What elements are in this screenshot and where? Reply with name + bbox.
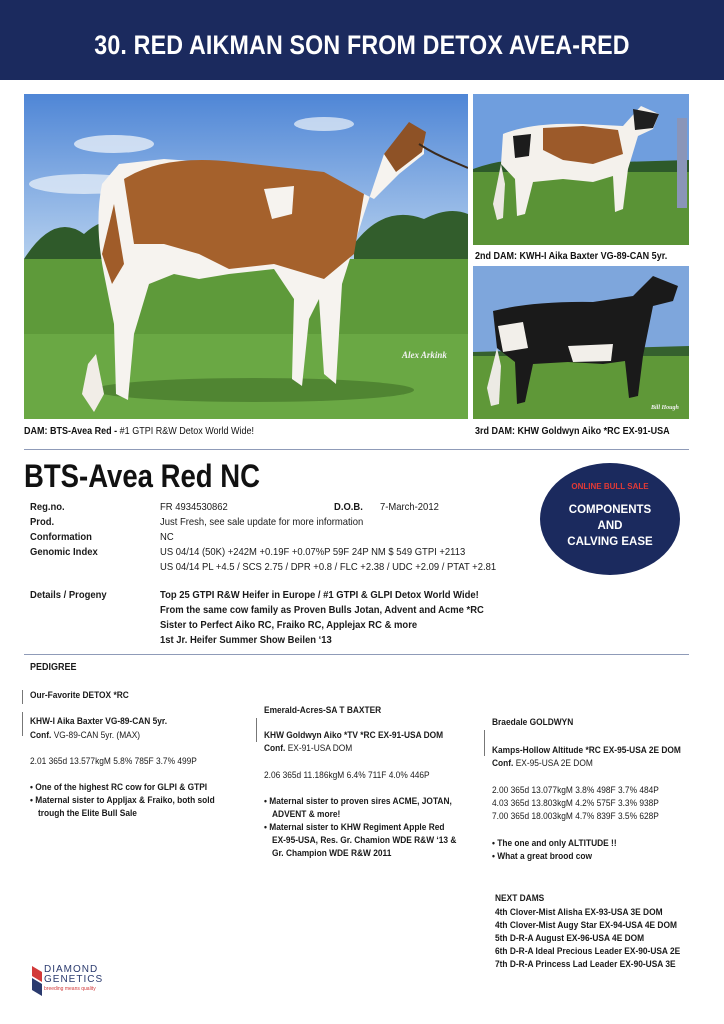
genomic-label: Genomic Index	[30, 546, 98, 558]
detail-line: Top 25 GTPI R&W Heifer in Europe / #1 GTPI & GLPI Detox World Wide!	[160, 589, 479, 601]
dam-caption-label: DAM: BTS-Avea Red -	[24, 426, 118, 437]
conf-value: EX-95-USA 2E DOM	[515, 758, 593, 769]
badge-text	[540, 502, 680, 550]
third-dam-photo	[473, 266, 689, 419]
bullet-note: • Maternal sister to KHW Regiment Apple Red	[264, 822, 445, 833]
third-dam-caption: 3rd DAM: KHW Goldwyn Aiko *RC EX-91-USA	[475, 426, 670, 437]
dam-conformation	[30, 730, 140, 741]
dob-value: 7-March-2012	[380, 501, 439, 513]
sale-badge	[540, 463, 680, 575]
conformation-value: NC	[160, 531, 174, 543]
detail-line: Sister to Perfect Aiko RC, Fraiko RC, Applejax RC & more	[160, 619, 418, 631]
detail-line: From the same cow family as Proven Bulls Jotan, Advent and Acme *RC	[160, 604, 484, 616]
next-dam-item: 4th Clover-Mist Augy Star EX-94-USA 4E DOM	[495, 920, 677, 931]
logo-tagline: breeding means quality	[44, 986, 96, 992]
divider	[24, 449, 689, 450]
production-record: 2.00 365d 13.077kgM 3.8% 498F 3.7% 484P	[492, 785, 659, 796]
animal-name: BTS-Avea Red NC	[24, 458, 261, 494]
dam-photo	[24, 94, 468, 419]
diamond-genetics-logo	[30, 962, 140, 1002]
conf-label: Conf.	[264, 743, 286, 754]
production-record: 4.03 365d 13.803kgM 4.2% 575F 3.3% 938P	[492, 798, 659, 809]
genomic-line: US 04/14 PL +4.5 / SCS 2.75 / DPR +0.8 / FLC +2.38 / UDC +2.09 / PTAT +2.81	[160, 561, 497, 573]
next-dam-item: 4th Clover-Mist Alisha EX-93-USA 3E DOM	[495, 907, 663, 918]
bullet-note: • One of the highest RC cow for GLPI & GTPI	[30, 782, 208, 793]
dam-caption-note: #1 GTPI R&W Detox World Wide!	[119, 426, 255, 437]
conf-value: EX-91-USA DOM	[287, 743, 353, 754]
badge-line: COMPONENTS	[568, 504, 652, 516]
reg-label: Reg.no.	[30, 501, 65, 513]
detail-line: 1st Jr. Heifer Summer Show Beilen ‘13	[160, 634, 332, 646]
next-dam-item: 5th D-R-A August EX-96-USA 4E DOM	[495, 933, 645, 944]
next-dam-item: 6th D-R-A Ideal Precious Leader EX-90-USA 2E	[495, 946, 681, 957]
badge-line: CALVING EASE	[567, 536, 653, 548]
pedigree-connector	[22, 690, 23, 704]
dam-caption	[24, 426, 254, 437]
bullet-note: • What a great brood cow	[492, 851, 593, 862]
photo-credit: Alex Arkink	[402, 350, 447, 360]
next-dam-item: 7th D-R-A Princess Lad Leader EX-90-USA 3E	[495, 959, 676, 970]
production-record: 7.00 365d 18.003kgM 4.7% 839F 3.5% 628P	[492, 811, 659, 822]
bullet-note: Gr. Champion WDE R&W 2011	[272, 848, 392, 859]
sire-name: Braedale GOLDWYN	[492, 717, 574, 728]
second-dam-caption: 2nd DAM: KWH-I Aika Baxter VG-89-CAN 5yr.	[475, 251, 668, 262]
conf-value: VG-89-CAN 5yr. (MAX)	[53, 730, 141, 741]
second-dam-photo	[473, 94, 689, 245]
conf-label: Conf.	[492, 758, 514, 769]
diamond-logo-icon	[30, 964, 44, 998]
prod-value: Just Fresh, see sale update for more information	[160, 516, 364, 528]
reg-value: FR 4934530862	[160, 501, 228, 513]
divider	[24, 654, 689, 655]
sire-name: Emerald-Acres-SA T BAXTER	[264, 705, 382, 716]
pedigree-connector	[256, 718, 257, 742]
dam-conformation	[264, 743, 352, 754]
title-banner	[0, 0, 724, 80]
conf-label: Conf.	[30, 730, 52, 741]
photo-credit: Bill Hough	[651, 405, 679, 411]
pedigree-heading: PEDIGREE	[30, 662, 77, 673]
bullet-note: • Maternal sister to proven sires ACME, JOTAN,	[264, 796, 452, 807]
logo-word: GENETICS	[44, 974, 104, 985]
badge-line: AND	[597, 520, 623, 532]
genomic-line: US 04/14 (50K) +242M +0.19F +0.07%P 59F 24P NM $ 549 GTPI +2113	[160, 546, 466, 558]
logo-word: DIAMOND	[44, 964, 99, 975]
details-label: Details / Progeny	[30, 589, 107, 601]
pedigree-connector	[22, 712, 23, 736]
dob-label: D.O.B.	[334, 501, 363, 513]
production-record: 2.06 365d 11.186kgM 6.4% 711F 4.0% 446P	[264, 770, 430, 781]
production-record: 2.01 365d 13.577kgM 5.8% 785F 3.7% 499P	[30, 756, 197, 767]
prod-label: Prod.	[30, 516, 55, 528]
bullet-note: • Maternal sister to Appljax & Fraiko, both sold	[30, 795, 215, 806]
next-dams-heading: NEXT DAMS	[495, 893, 545, 904]
bullet-note: EX-95-USA, Res. Gr. Chamion WDE R&W ‘13 &	[272, 835, 457, 846]
page-title: 30. RED AIKMAN SON FROM DETOX AVEA-RED	[94, 30, 630, 60]
badge-sale-label: ONLINE BULL SALE	[571, 482, 649, 491]
dam-name: Kamps-Hollow Altitude *RC EX-95-USA 2E DOM	[492, 745, 681, 756]
bullet-note: trough the Elite Bull Sale	[38, 808, 137, 819]
dam-name: KHW-I Aika Baxter VG-89-CAN 5yr.	[30, 716, 168, 727]
bullet-note: • The one and only ALTITUDE !!	[492, 838, 617, 849]
dam-conformation	[492, 758, 593, 769]
pedigree-connector	[484, 730, 485, 756]
bullet-note: ADVENT & more!	[272, 809, 341, 820]
dam-name: KHW Goldwyn Aiko *TV *RC EX-91-USA DOM	[264, 730, 444, 741]
conformation-label: Conformation	[30, 531, 92, 543]
sire-name: Our-Favorite DETOX *RC	[30, 690, 129, 701]
